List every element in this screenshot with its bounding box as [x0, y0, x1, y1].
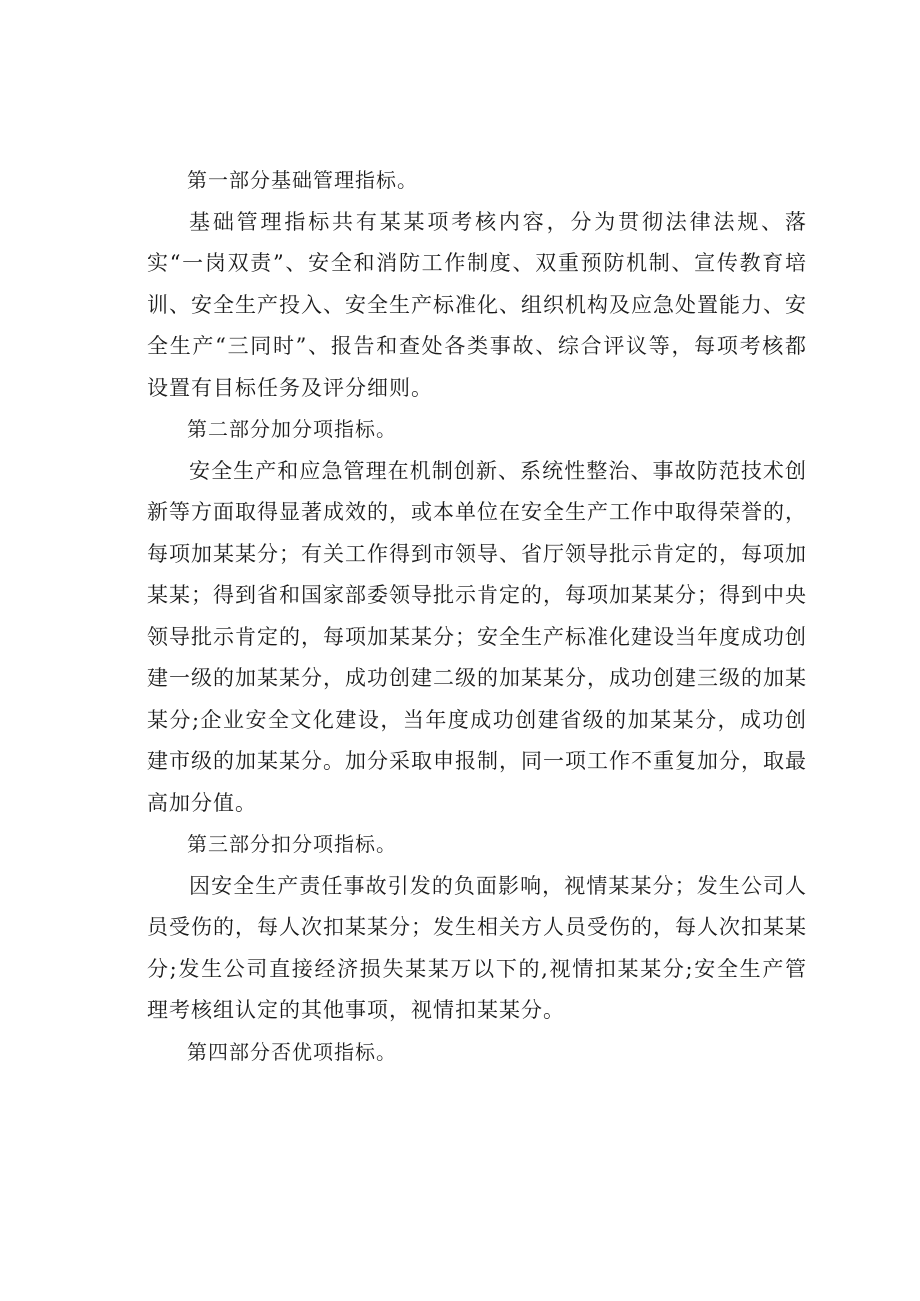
section-paragraph-1: 基础管理指标共有某某项考核内容，分为贯彻法律法规、落实“一岗双责”、安全和消防工作制度、双重预防机制、宣传教育培训、安全生产投入、安全生产标准化、组织机构及应急处置能力、安全生产“三同时”、报告和查处各类事故、综合评议等，每项考核都设置有目标任务及评分细则。: [147, 209, 807, 400]
section-heading-1: 第一部分基础管理指标。: [187, 168, 418, 192]
section-paragraph-2: 安全生产和应急管理在机制创新、系统性整治、事故防范技术创新等方面取得显著成效的，或本单位在安全生产工作中取得荣誉的，每项加某某分；有关工作得到市领导、省厅领导批示肯定的，每项加某某；得到省和国家部委领导批示肯定的，每项加某某分；得到中央领导批示肯定的，每项加某某分；安全生产标准化建设当年度成功创建一级的加某某分，成功创建二级的加某某分，成功创建三级的加某某分;企业安全文化建设，当年度成功创建省级的加某某分，成功创建市级的加某某分。加分采取申报制，同一项工作不重复加分，取最高加分值。: [147, 458, 807, 815]
section-heading-3: 第三部分扣分项指标。: [187, 832, 397, 856]
section-paragraph-3: 因安全生产责任事故引发的负面影响，视情某某分；发生公司人员受伤的，每人次扣某某分；发生相关方人员受伤的，每人次扣某某分;发生公司直接经济损失某某万以下的,视情扣某某分;安全生产管理考核组认定的其他事项，视情扣某某分。: [147, 873, 807, 1022]
section-heading-4: 第四部分否优项指标。: [187, 1039, 397, 1064]
section-heading-2: 第二部分加分项指标。: [187, 417, 397, 441]
document-body: [147, 160, 807, 1073]
